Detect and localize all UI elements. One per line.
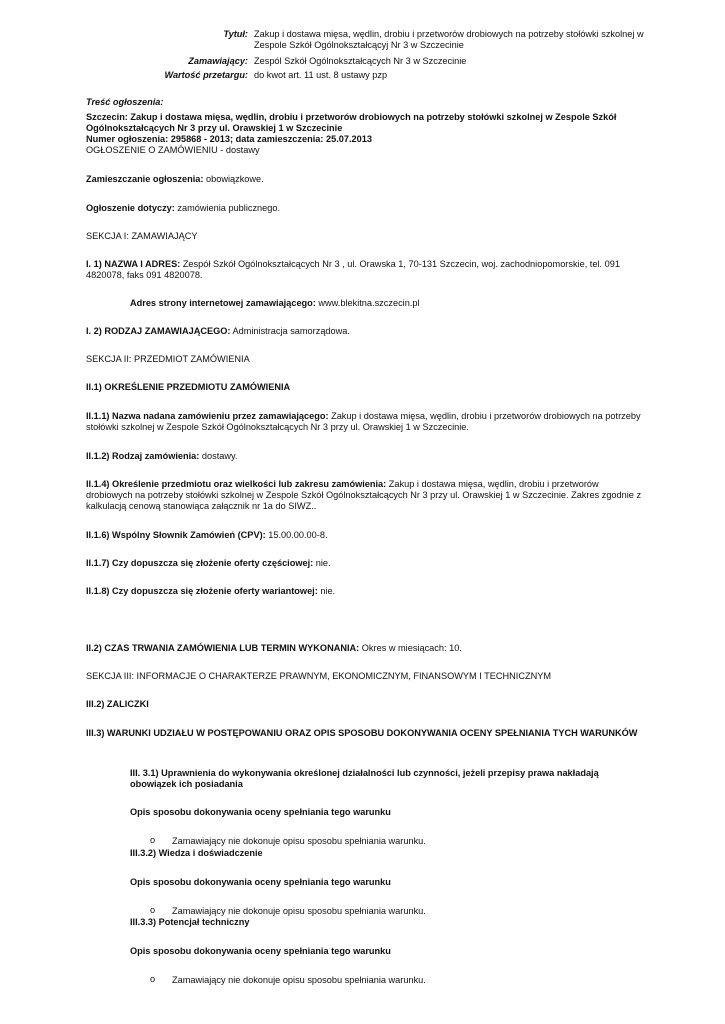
concerns-value: zamówienia publicznego. (174, 203, 281, 213)
website-value: www.blekitna.szczecin.pl (315, 298, 420, 308)
content-label: Treść ogłoszenia: (86, 97, 164, 107)
section2-subheading: II.1) OKREŚLENIE PRZEDMIOTU ZAMÓWIENIA (86, 382, 291, 392)
duration-line (86, 643, 646, 654)
advances-heading: III.2) ZALICZKI (86, 699, 149, 709)
orderer-name-address (86, 259, 646, 281)
orderer-type-value: Administracja samorządowa. (230, 326, 350, 336)
cpv-label: II.1.6) Wspólny Słownik Zamówień (CPV): (86, 530, 266, 540)
condition-1-method: Opis sposobu dokonywania oceny spełniania tego warunku (130, 807, 391, 817)
order-name-value: Zakup i dostawa mięsa, wędlin, drobiu i przetworów drobiowych na potrzeby stołówki szkolnej w Zespole Szkół Ogólnokształcących Nr 3 przy ul. Orawskiej 1 w Szczecinie. (86, 411, 641, 432)
bullet-icon: o (150, 974, 156, 984)
order-kind-label: II.1.2) Rodzaj zamówienia: (86, 451, 200, 461)
website-line (130, 298, 646, 309)
partial-offer-line (86, 558, 646, 569)
duration-label: II.2) CZAS TRWANIA ZAMÓWIENIA LUB TERMIN WYKONANIA: (86, 643, 360, 653)
announcement-type: OGŁOSZENIE O ZAMÓWIENIU - dostawy (86, 145, 260, 155)
condition-2-title: III.3.2) Wiedza i doświadczenie (130, 848, 263, 858)
conditions-heading: III.3) WARUNKI UDZIAŁU W POSTĘPOWANIU ORAZ OPIS SPOSOBU DOKONYWANIA OCENY SPEŁNIANIA TYCH WARUNKÓW (86, 728, 638, 738)
name-address-label: I. 1) NAZWA I ADRES: (86, 259, 181, 269)
condition-3-method: Opis sposobu dokonywania oceny spełniania tego warunku (130, 946, 391, 956)
cpv-line (86, 530, 646, 541)
order-scope-label: II.1.4) Określenie przedmiotu oraz wielkości lub zakresu zamówienia: (86, 479, 387, 489)
value-value: do kwot art. 11 ust. 8 ustawy pzp (254, 70, 388, 80)
order-kind-line (86, 451, 646, 462)
orderer-label: Zamawiający: (188, 56, 248, 66)
section2-heading: SEKCJA II: PRZEDMIOT ZAMÓWIENIA (86, 354, 250, 364)
order-name-line (86, 411, 646, 433)
section1-heading: SEKCJA I: ZAMAWIAJĄCY (86, 231, 198, 241)
section3-heading: SEKCJA III: INFORMACJE O CHARAKTERZE PRAWNYM, EKONOMICZNYM, FINANSOWYM I TECHNICZNYM (86, 671, 552, 681)
announcement-headline: Szczecin: Zakup i dostawa mięsa, wędlin, drobiu i przetworów drobiowych na potrzeby stołówki szkolnej w Zespole Szkół Ogólnokształcących Nr 3 przy ul. Orawskiej 1 w Szczecinie (86, 112, 617, 133)
variant-offer-line (86, 586, 646, 597)
concerns-line (86, 203, 646, 214)
order-scope-value: Zakup i dostawa mięsa, wędlin, drobiu i przetworów drobiowych na potrzeby stołówki szkolnej w Zespole Szkół Ogólnokształcących Nr 3 przy ul. Orawskiej 1 w Szczecinie. Zakres zgodnie z kalkulacją cenową stanowiąca załącznik nr 1a do SIWZ.. (86, 479, 642, 511)
title-value: Zakup i dostawa mięsa, wędlin, drobiu i przetworów drobiowych na potrzeby stołówki szkolnej w Zespole Szkół Ogólnokształcącyj Nr 3 w Szczecinie (254, 29, 644, 50)
posting-line (86, 174, 646, 185)
concerns-label: Ogłoszenie dotyczy: (86, 203, 175, 213)
orderer-type-line (86, 326, 646, 337)
partial-offer-value: nie. (313, 558, 331, 568)
condition-1-title: III. 3.1) Uprawnienia do wykonywania określonej działalności lub czynności, jeżeli przepisy prawa nakładają obowiązek ich posiadania (130, 768, 599, 789)
value-label: Wartość przetargu: (164, 70, 248, 80)
condition-2-method: Opis sposobu dokonywania oceny spełniania tego warunku (130, 877, 391, 887)
announcement-number: Numer ogłoszenia: 295868 - 2013; data zamieszczenia: 25.07.2013 (86, 134, 372, 144)
condition-3-note: Zamawiający nie dokonuje opisu sposobu spełniania warunku. (172, 975, 426, 985)
posting-label: Zamieszczanie ogłoszenia: (86, 174, 204, 184)
name-address-value: Zespół Szkół Ogólnokształcących Nr 3 , ul. Orawska 1, 70-131 Szczecin, woj. zachodniopomorskie, tel. 091 4820078, faks 091 4820078. (86, 259, 620, 280)
bullet-icon: o (150, 905, 156, 915)
cpv-value: 15.00.00.00-8. (265, 530, 328, 540)
title-label: Tytuł: (223, 29, 248, 39)
orderer-value: Zespól Szkół Ogólnokształcących Nr 3 w Szczecinie (254, 56, 467, 66)
variant-offer-value: nie. (317, 586, 336, 596)
condition-3-title: III.3.3) Potencjał techniczny (130, 917, 250, 927)
condition-1-note: Zamawiający nie dokonuje opisu sposobu spełniania warunku. (172, 836, 426, 846)
variant-offer-label: II.1.8) Czy dopuszcza się złożenie oferty wariantowej: (86, 586, 318, 596)
order-name-label: II.1.1) Nazwa nadana zamówieniu przez zamawiającego: (86, 411, 329, 421)
partial-offer-label: II.1.7) Czy dopuszcza się złożenie oferty częściowej: (86, 558, 314, 568)
order-kind-value: dostawy. (199, 451, 238, 461)
duration-value: Okres w miesiącach: 10. (359, 643, 462, 653)
bullet-icon: o (150, 835, 156, 845)
order-scope-line (86, 479, 646, 512)
website-label: Adres strony internetowej zamawiającego: (130, 298, 316, 308)
posting-value: obowiązkowe. (203, 174, 264, 184)
condition-2-note: Zamawiający nie dokonuje opisu sposobu spełniania warunku. (172, 906, 426, 916)
orderer-type-label: I. 2) RODZAJ ZAMAWIAJĄCEGO: (86, 326, 231, 336)
